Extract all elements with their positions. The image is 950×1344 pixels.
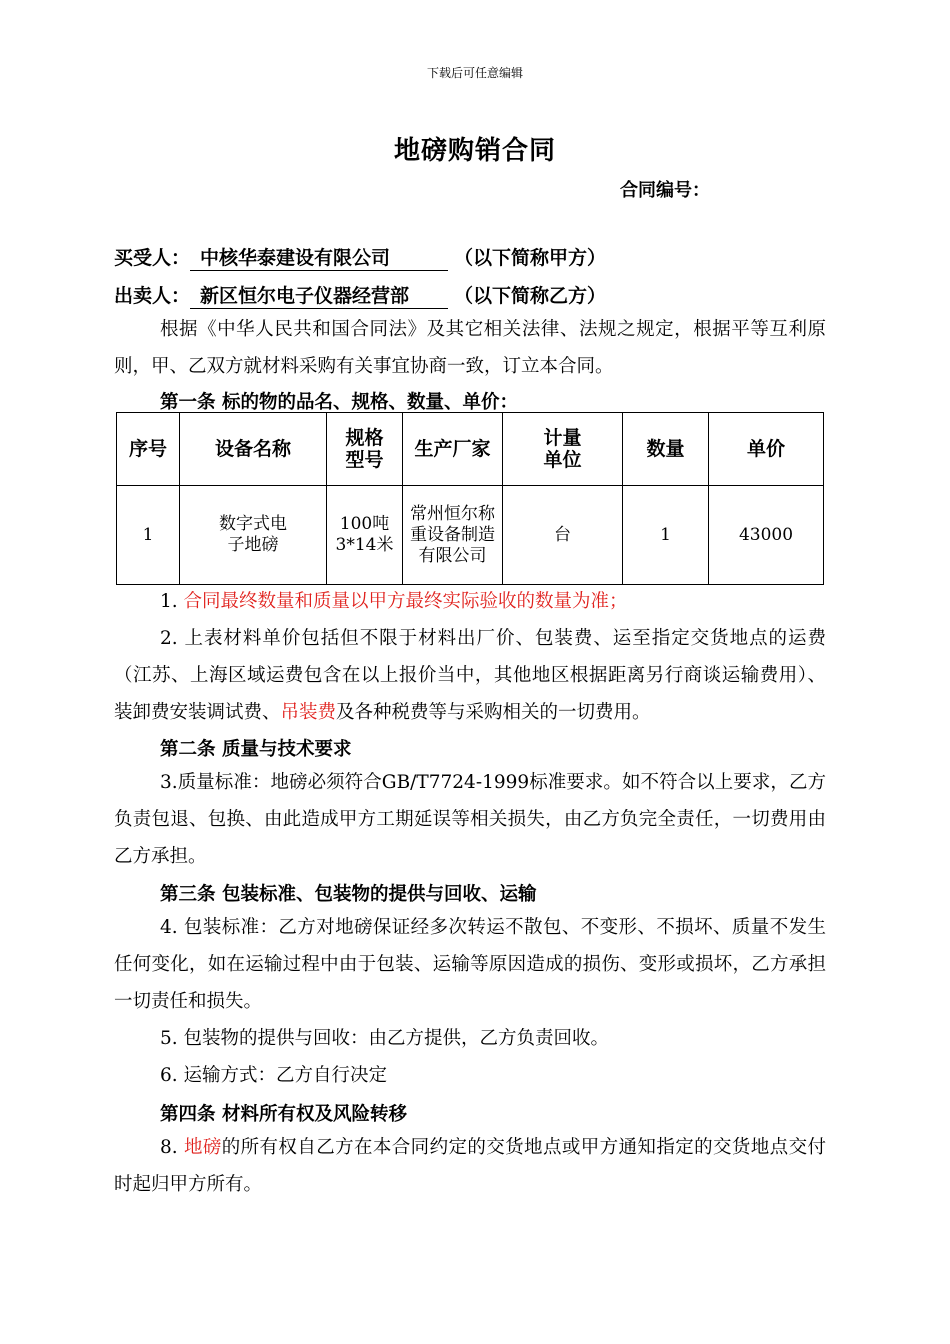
buyer-line bbox=[114, 243, 606, 271]
table-header-cell: 序号 bbox=[117, 413, 180, 486]
table-cell-name: 数字式电子地磅 bbox=[180, 486, 327, 585]
note-2 bbox=[114, 620, 826, 731]
paragraph-3: 3.质量标准：地磅必须符合GB/T7724-1999标准要求。如不符合以上要求，乙方负责包退、包换、由此造成甲方工期延误等相关损失，由乙方负完全责任，一切费用由乙方承担。 bbox=[114, 772, 826, 867]
paragraph-4: 4. 包装标准：乙方对地磅保证经多次转运不散包、不变形、不损坏、质量不发生任何变化，如在运输过程中由于包装、运输等原因造成的损伤、变形或损坏，乙方承担一切责任和损失。 bbox=[114, 917, 826, 1012]
seller-line bbox=[114, 281, 606, 309]
table-cell-price: 43000 bbox=[709, 486, 824, 585]
table-header-cell: 计量单位 bbox=[503, 413, 623, 486]
table-header-cell: 单价 bbox=[709, 413, 824, 486]
buyer-label: 买受人： bbox=[114, 247, 191, 269]
paragraph-8 bbox=[114, 1129, 826, 1203]
table-header-row bbox=[117, 413, 824, 486]
article3-heading: 第三条 包装标准、包装物的提供与回收、运输 bbox=[160, 884, 537, 905]
table-cell-unit: 台 bbox=[503, 486, 623, 585]
note-1 bbox=[114, 583, 826, 620]
note-1-number: 1. bbox=[160, 591, 184, 612]
paragraph-6: 6. 运输方式：乙方自行决定 bbox=[160, 1065, 388, 1086]
article2-heading: 第二条 质量与技术要求 bbox=[160, 739, 352, 760]
paragraph-8-red-text: 地磅 bbox=[183, 1137, 222, 1158]
contract-number-label: 合同编号： bbox=[620, 180, 710, 201]
intro-paragraph: 根据《中华人民共和国合同法》及其它相关法律、法规之规定，根据平等互利原则，甲、乙双方就材料采购有关事宜协商一致，订立本合同。 bbox=[114, 319, 826, 377]
table-cell-no: 1 bbox=[117, 486, 180, 585]
note-2-text: 2. 上表材料单价包括但不限于材料出厂价、包装费、运至指定交货地点的运费（江苏、上海区域运费包含在以上报价当中，其他地区根据距离另行商谈运输费用）、装卸费安装调试费、 bbox=[114, 628, 826, 723]
spec-table bbox=[116, 412, 824, 585]
table-header-cell: 规格型号 bbox=[327, 413, 403, 486]
document-title: 地磅购销合同 bbox=[393, 136, 556, 166]
paragraph-8-text: 的所有权自乙方在本合同约定的交货地点或甲方通知指定的交货地点交付时起归甲方所有。 bbox=[114, 1137, 826, 1195]
table-header-cell: 生产厂家 bbox=[403, 413, 503, 486]
header-note: 下载后可任意编辑 bbox=[426, 66, 523, 80]
note-1-red-text: 合同最终数量和质量以甲方最终实际验收的数量为准； bbox=[183, 591, 628, 612]
table-header-cell: 设备名称 bbox=[180, 413, 327, 486]
table-header-cell: 数量 bbox=[623, 413, 709, 486]
article1-heading: 第一条 标的物的品名、规格、数量、单价： bbox=[160, 392, 518, 413]
paragraph-8-number: 8. bbox=[160, 1137, 184, 1158]
note-2-red-text: 吊装费 bbox=[280, 702, 337, 723]
seller-alias: （以下简称乙方） bbox=[454, 285, 607, 307]
note-2-tail: 及各种税费等与采购相关的一切费用。 bbox=[336, 702, 651, 723]
seller-name: 新区恒尔电子仪器经营部 bbox=[190, 281, 448, 309]
table-cell-qty: 1 bbox=[623, 486, 709, 585]
table-cell-spec: 100吨3*14米 bbox=[327, 486, 403, 585]
table-cell-maker: 常州恒尔称重设备制造有限公司 bbox=[403, 486, 503, 585]
seller-label: 出卖人： bbox=[114, 285, 191, 307]
table-row bbox=[117, 486, 824, 585]
article4-heading: 第四条 材料所有权及风险转移 bbox=[160, 1104, 407, 1125]
buyer-alias: （以下简称甲方） bbox=[454, 247, 607, 269]
paragraph-5: 5. 包装物的提供与回收：由乙方提供，乙方负责回收。 bbox=[160, 1028, 610, 1049]
buyer-name: 中核华泰建设有限公司 bbox=[190, 243, 448, 271]
